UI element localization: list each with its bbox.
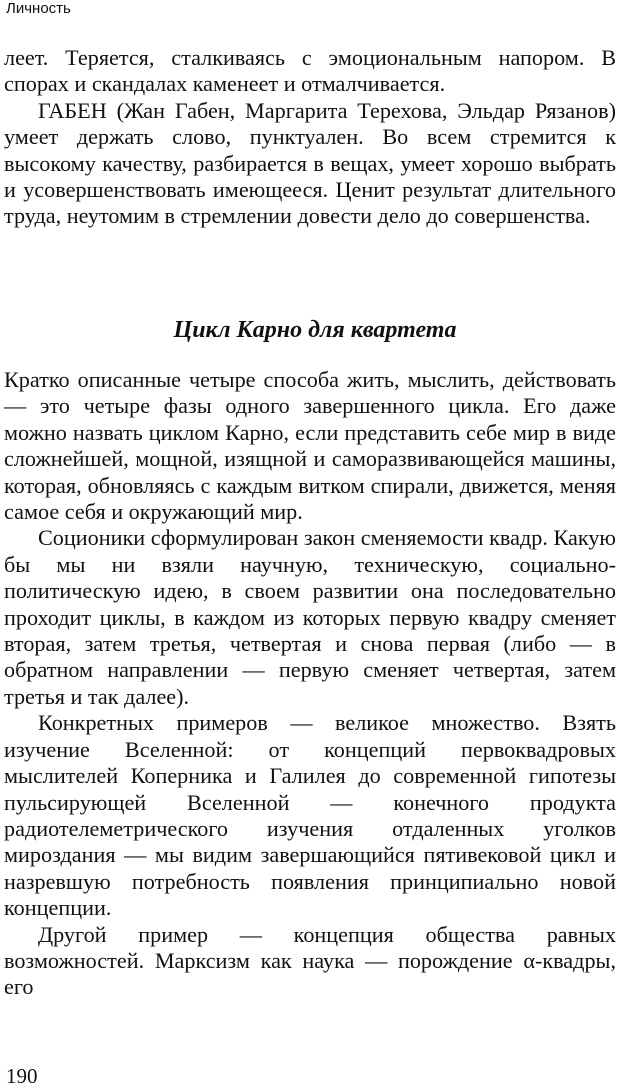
paragraph: ГАБЕН (Жан Габен, Маргарита Терехова, Эльдар Рязанов) умеет держать слово, пунктуален. Во всем стремится к высокому качеству, разбирается в вещах, умеет хорошо выбрать и усовершенствовать имеющееся. Ценит результат длительного труда, неутомим в стремлении довести дело до совершенства. — [4, 97, 616, 229]
text-block-top — [4, 45, 616, 230]
page-number: 190 — [6, 1064, 38, 1088]
section-title: Цикл Карно для квартета — [173, 317, 457, 343]
paragraph: Другой пример — концепция общества равных возможностей. Марксизм как наука — порождение α-квадры, его — [4, 921, 616, 1000]
running-head: Личность — [6, 0, 71, 17]
paragraph: Соционики сформулирован закон сменяемости квадр. Какую бы мы ни взяли научную, техническую, социально-политическую идею, в своем развитии она последовательно проходит циклы, в каждом из которых первую квадру сменяет вторая, затем третья, четвертая и снова первая (либо — в обратном направлении — первую сменяет четвертая, затем третья и так далее). — [4, 525, 616, 709]
text-block-main — [4, 367, 616, 1001]
paragraph-first: Кратко описанные четыре способа жить, мыслить, действовать — это четыре фазы одного завершенного цикла. Его даже можно назвать циклом Карно, если представить себе мир в виде сложнейшей, мощной, изящной и саморазвивающейся машины, которая, обновляясь с каждым витком спирали, движется, меняя самое себя и окружающий мир. — [4, 367, 616, 525]
paragraph-continuation: леет. Теряется, сталкиваясь с эмоциональным напором. В спорах и скандалах каменеет и отмалчивается. — [4, 45, 616, 97]
paragraph: Конкретных примеров — великое множество. Взять изучение Вселенной: от концепций первоквадровых мыслителей Коперника и Галилея до современной гипотезы пульсирующей Вселенной — конечного продукта радиотелеметрического изучения отдаленных уголков мироздания — мы видим завершающийся пятивековой цикл и назревшую потребность появления принципиально новой концепции. — [4, 710, 616, 921]
